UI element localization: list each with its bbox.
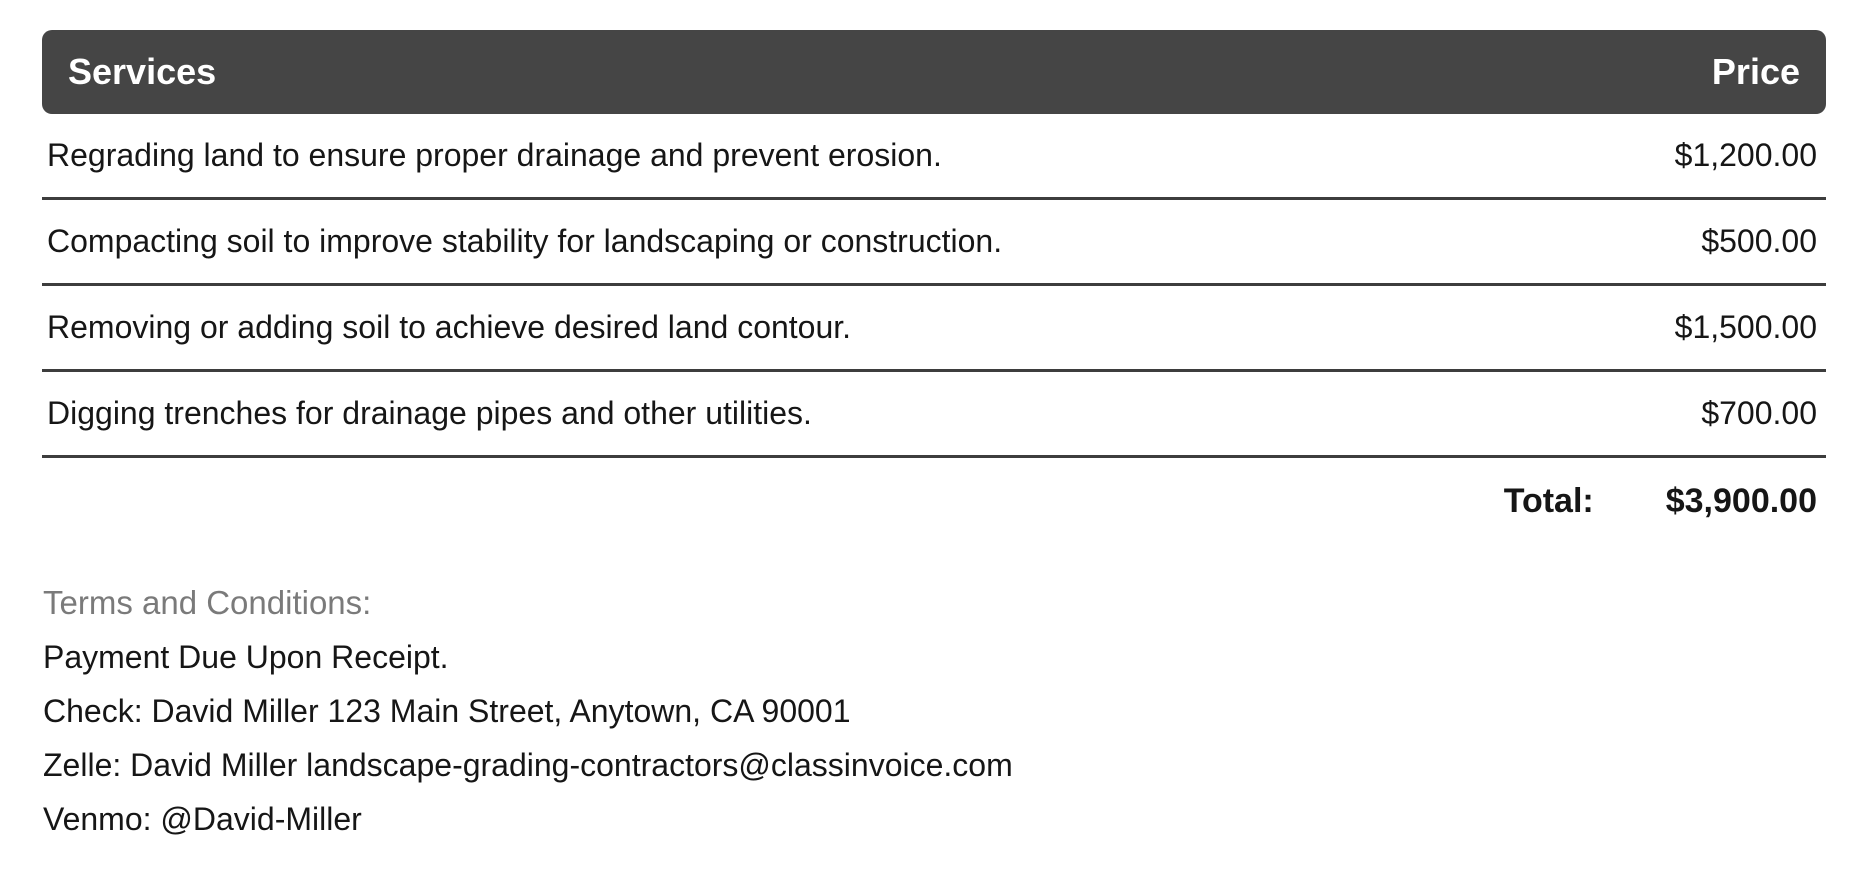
header-price-label: Price [1711, 51, 1800, 92]
terms-section [43, 576, 1826, 846]
table-row [42, 200, 1826, 286]
terms-line-zelle: Zelle: David Miller landscape-grading-contractors@classinvoice.com [43, 747, 1013, 783]
service-price: $500.00 [1701, 223, 1817, 259]
invoice-document [42, 30, 1826, 846]
service-price: $700.00 [1701, 395, 1817, 431]
terms-line-venmo: Venmo: @David-Miller [43, 801, 362, 837]
terms-heading: Terms and Conditions: [43, 584, 372, 621]
table-row [42, 286, 1826, 372]
service-description: Regrading land to ensure proper drainage and prevent erosion. [47, 137, 942, 173]
services-table [42, 30, 1826, 544]
service-price: $1,200.00 [1674, 137, 1817, 173]
terms-line-payment: Payment Due Upon Receipt. [43, 639, 449, 675]
service-description: Removing or adding soil to achieve desired land contour. [47, 309, 852, 345]
service-description: Digging trenches for drainage pipes and other utilities. [47, 395, 812, 431]
terms-line-check: Check: David Miller 123 Main Street, Anytown, CA 90001 [43, 693, 851, 729]
table-header-row [42, 30, 1826, 114]
service-price: $1,500.00 [1674, 309, 1817, 345]
table-row [42, 372, 1826, 458]
total-label: Total: [1503, 481, 1594, 520]
total-value: $3,900.00 [1665, 481, 1817, 520]
service-description: Compacting soil to improve stability for landscaping or construction. [47, 223, 1003, 259]
header-services-label: Services [68, 51, 217, 92]
total-row [42, 458, 1826, 544]
table-row [42, 114, 1826, 200]
